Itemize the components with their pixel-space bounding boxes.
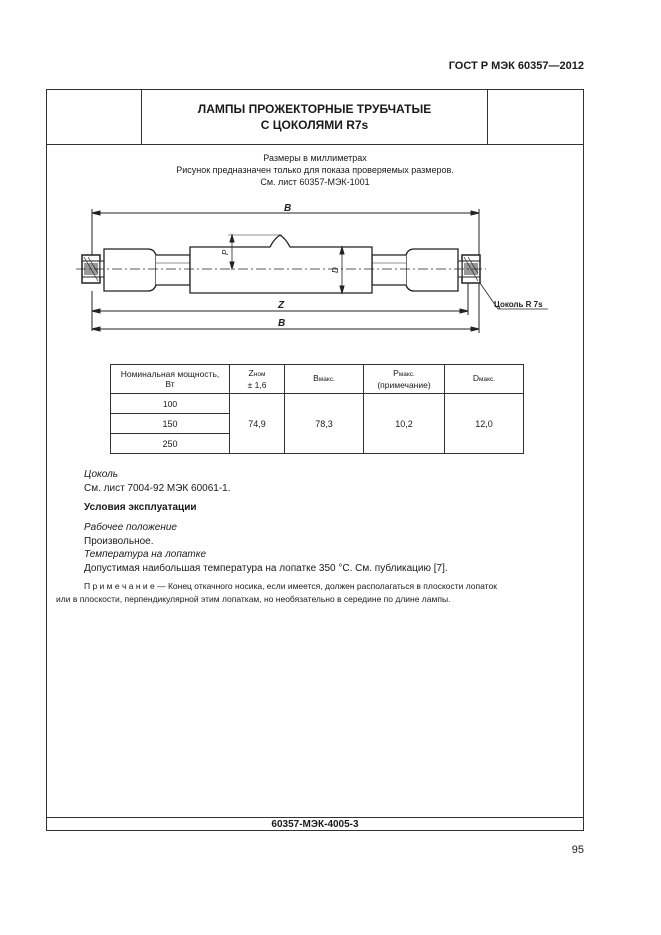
label-p: P xyxy=(221,249,230,255)
header-right-cell xyxy=(487,89,584,145)
arrow xyxy=(471,211,479,215)
sheet-title xyxy=(141,89,488,145)
right-pinch xyxy=(406,249,458,291)
power-100: 100 xyxy=(111,394,230,414)
base-heading: Цоколь xyxy=(84,469,119,480)
header-p: Pмакс. (примечание) xyxy=(364,365,445,394)
z-value: 74,9 xyxy=(230,394,285,454)
p-value: 10,2 xyxy=(364,394,445,454)
note-block xyxy=(84,580,579,593)
header-b: Bмакс. xyxy=(285,365,364,394)
label-b-bottom: B xyxy=(278,318,286,329)
lamp-tube xyxy=(190,235,372,293)
lamp-drawing xyxy=(70,203,560,343)
label-d: D xyxy=(331,267,340,273)
note-line-1: П р и м е ч а н и е — Конец откачного носика, если имеется, должен располагаться в плоскости лопаток xyxy=(84,581,497,591)
header-d: Dмакс. xyxy=(445,365,524,394)
left-pinch xyxy=(104,249,156,291)
page-frame xyxy=(46,89,584,831)
standard-number: ГОСТ Р МЭК 60357—2012 xyxy=(448,60,584,72)
position-heading: Рабочее положение xyxy=(84,522,177,533)
d-value: 12,0 xyxy=(445,394,524,454)
power-150: 150 xyxy=(111,414,230,434)
temperature-heading: Температура на лопатке xyxy=(84,549,207,560)
figure-note-purpose: Рисунок предназначен только для показа проверяемых размеров. xyxy=(176,165,454,175)
page-number: 95 xyxy=(571,844,584,856)
note-line-2: или в плоскости, перпендикулярной этим лопаткам, но необязательно в середине по длине лампы. xyxy=(56,594,451,604)
label-z: Z xyxy=(278,300,285,311)
header-z: Zном ± 1,6 xyxy=(230,365,285,394)
title-line-1: ЛАМПЫ ПРОЖЕКТОРНЫЕ ТРУБЧАТЫЕ xyxy=(197,101,432,116)
figure-note-reference: См. лист 60357-МЭК-1001 xyxy=(260,177,370,187)
power-250: 250 xyxy=(111,434,230,454)
dimensions-table xyxy=(110,364,524,454)
title-line-2: С ЦОКОЛЯМИ R7s xyxy=(260,117,369,132)
b-value: 78,3 xyxy=(285,394,364,454)
header-left-cell xyxy=(46,89,142,145)
label-b-top: B xyxy=(284,203,292,214)
conditions-heading: Условия эксплуатации xyxy=(84,502,197,513)
temperature-value: Допустимая наибольшая температура на лопатке 350 °С. См. публикацию [7]. xyxy=(84,563,448,574)
position-value: Произвольное. xyxy=(84,536,154,547)
label-base: Цоколь R 7s xyxy=(494,300,543,309)
header-power: Номинальная мощность, Вт xyxy=(111,365,230,394)
sheet-number: 60357-МЭК-4005-3 xyxy=(46,817,584,831)
figure-notes xyxy=(46,152,584,188)
base-reference: См. лист 7004-92 МЭК 60061-1. xyxy=(84,483,231,494)
arrow xyxy=(92,211,100,215)
figure-note-units: Размеры в миллиметрах xyxy=(263,153,367,163)
